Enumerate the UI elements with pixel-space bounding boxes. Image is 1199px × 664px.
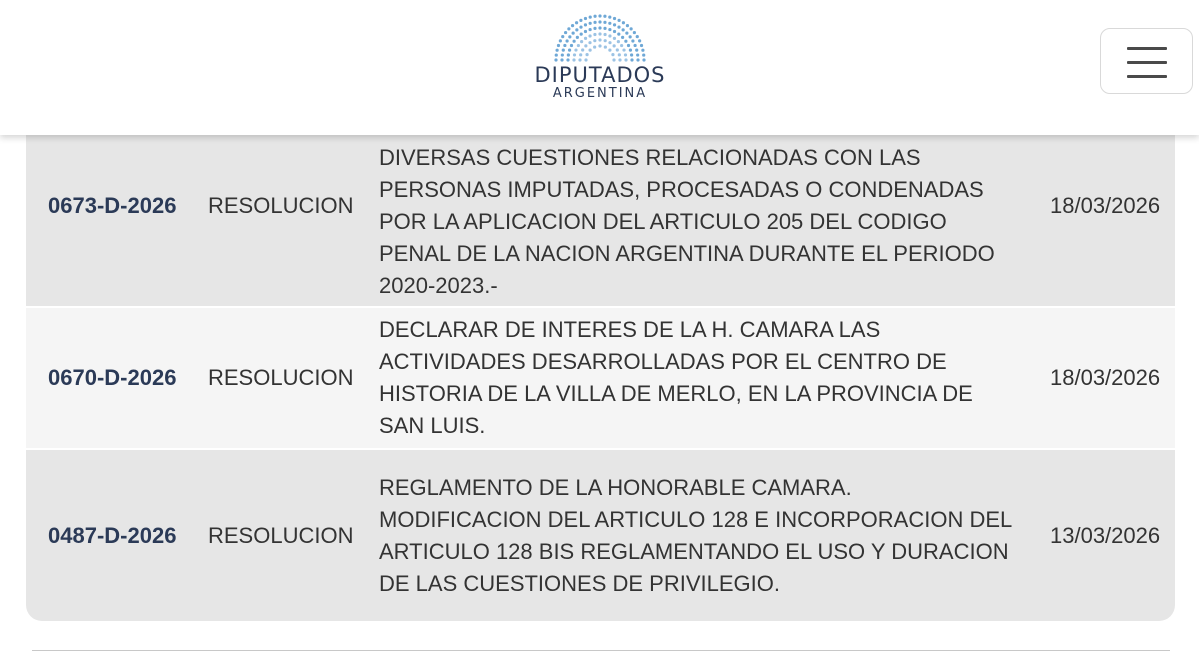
hemicycle-seat xyxy=(598,20,601,23)
hemicycle-seat xyxy=(608,41,611,44)
project-date: 13/03/2026 xyxy=(1050,522,1161,548)
hemicycle-seat xyxy=(588,41,591,44)
hemicycle-seat xyxy=(629,35,632,38)
hemicycle-seat xyxy=(593,33,596,36)
hemicycle-seat xyxy=(580,40,583,43)
hemicycle-seat xyxy=(635,49,638,52)
hemicycle-seat xyxy=(640,44,643,47)
hemicycle-seat xyxy=(631,39,634,42)
hemicycle-seat xyxy=(608,49,611,52)
hemicycle-seat xyxy=(598,32,601,35)
hemicycle-seat xyxy=(617,33,620,36)
hemicycle-seat xyxy=(560,58,563,61)
hemicycle-seat xyxy=(584,44,587,47)
menu-button[interactable] xyxy=(1100,28,1193,94)
hemicycle-seat xyxy=(617,19,620,22)
hemicycle-seat xyxy=(570,44,573,47)
hemicycle-seat xyxy=(638,39,641,42)
hemicycle-seat xyxy=(608,28,611,31)
hemicycle-seat xyxy=(564,31,567,34)
project-type: RESOLUCION xyxy=(208,193,354,218)
hemicycle-seat xyxy=(563,44,566,47)
hemicycle-seat xyxy=(629,49,632,52)
hemicycle-seat xyxy=(562,49,565,52)
hemicycle-seat xyxy=(577,44,580,47)
hemicycle-seat xyxy=(634,44,637,47)
hemicycle-seat xyxy=(565,39,568,42)
project-code[interactable]: 0670-D-2026 xyxy=(48,365,177,390)
hemicycle-seat xyxy=(572,32,575,35)
hemicycle-seat xyxy=(598,26,601,29)
hemicycle-seat xyxy=(622,48,625,51)
hemicycle-seat xyxy=(568,35,571,38)
hemicycle-seat xyxy=(617,40,620,43)
hemicycle-seat xyxy=(598,44,601,47)
hemicycle-seat xyxy=(624,53,627,56)
hemicycle-seat xyxy=(603,33,606,36)
hemicycle-seat xyxy=(612,58,615,61)
hemicycle-seat xyxy=(613,23,616,26)
hemicycle-seat xyxy=(641,49,644,52)
hemicycle-seat xyxy=(636,35,639,38)
hemicycle-logo-icon xyxy=(550,10,650,62)
hemicycle-seat xyxy=(603,27,606,30)
hemicycle-seat xyxy=(604,39,607,42)
hemicycle-seat xyxy=(603,15,606,18)
project-code[interactable]: 0487-D-2026 xyxy=(48,522,177,548)
hemicycle-seat xyxy=(573,53,576,56)
hemicycle-seat xyxy=(630,27,633,30)
hemicycle-seat xyxy=(613,30,616,33)
hemicycle-seat xyxy=(584,23,587,26)
hemicycle-seat xyxy=(642,58,645,61)
table-row[interactable] xyxy=(26,105,1175,306)
hemicycle-seat xyxy=(608,22,611,25)
site-header xyxy=(0,0,1199,135)
hemicycle-seat xyxy=(603,21,606,24)
hemicycle-seat xyxy=(622,28,625,31)
hemicycle-seat xyxy=(578,58,581,61)
hemicycle-seat xyxy=(613,17,616,20)
hemicycle-seat xyxy=(566,58,569,61)
hemicycle-seat xyxy=(589,49,592,52)
hamburger-menu-icon xyxy=(1127,47,1167,50)
hemicycle-seat xyxy=(617,25,620,28)
hemicycle-seat xyxy=(593,39,596,42)
hemicycle-seat xyxy=(636,53,639,56)
logo-subtitle: ARGENTINA xyxy=(552,86,648,101)
hemicycle-seat xyxy=(627,44,630,47)
hemicycle-seat xyxy=(621,36,624,39)
hemicycle-seat xyxy=(616,48,619,51)
logo-title: DIPUTADOS xyxy=(534,63,666,87)
hemicycle-seat xyxy=(575,21,578,24)
hemicycle-seat xyxy=(574,48,577,51)
hemicycle-seat xyxy=(581,48,584,51)
hemicycle-seat xyxy=(608,34,611,37)
hemicycle-seat xyxy=(579,19,582,22)
hemicycle-seat xyxy=(584,17,587,20)
hemicycle-seat xyxy=(556,49,559,52)
hemicycle-seat xyxy=(604,45,607,48)
project-type: RESOLUCION xyxy=(208,365,354,390)
hemicycle-seat xyxy=(576,36,579,39)
hamburger-menu-icon xyxy=(1127,61,1167,64)
hemicycle-seat xyxy=(584,30,587,33)
hemicycle-seat xyxy=(608,16,611,19)
hemicycle-seat xyxy=(626,24,629,27)
hemicycle-seat xyxy=(588,34,591,37)
hemicycle-seat xyxy=(559,39,562,42)
hemicycle-seat xyxy=(589,16,592,19)
hemicycle-seat xyxy=(573,40,576,43)
hemicycle-seat xyxy=(636,58,639,61)
hemicycle-seat xyxy=(618,53,621,56)
hemicycle-seat xyxy=(575,28,578,31)
hemicycle-seat xyxy=(555,53,558,56)
hemicycle-seat xyxy=(633,31,636,34)
hemicycle-seat xyxy=(584,37,587,40)
project-type: RESOLUCION xyxy=(208,522,354,548)
hemicycle-seat xyxy=(613,44,616,47)
table-row[interactable] xyxy=(26,308,1175,448)
project-description: DECLARAR DE INTERES DE LA H. CAMARA LAS ACTIVIDADES DESARROLLADAS POR EL CENTRO DE HISTORIA DE LA VILLA DE MERLO, EN LA PROVINCIA DE SAN LUIS. xyxy=(379,317,973,438)
hemicycle-seat xyxy=(630,53,633,56)
hemicycle-seat xyxy=(598,14,601,17)
hemicycle-seat xyxy=(561,53,564,56)
hemicycle-seat xyxy=(572,58,575,61)
hemicycle-seat xyxy=(620,44,623,47)
hemicycle-seat xyxy=(593,15,596,18)
project-code[interactable]: 0673-D-2026 xyxy=(48,193,177,218)
hemicycle-seat xyxy=(580,33,583,36)
hemicycle-seat xyxy=(589,22,592,25)
project-description: DIVERSAS CUESTIONES RELACIONADAS CON LAS PERSONAS IMPUTADAS, PROCESADAS O CONDENADAS POR LA APLICACION DEL ARTICULO 205 DEL CODIGO PENAL DE LA NACION ARGENTINA DURANTE EL PERIODO 2020-2023.- xyxy=(379,145,995,298)
hemicycle-seat xyxy=(624,58,627,61)
hemicycle-seat xyxy=(625,32,628,35)
hemicycle-seat xyxy=(593,45,596,48)
hemicycle-seat xyxy=(593,21,596,24)
hemicycle-seat xyxy=(584,58,587,61)
diputados-logo[interactable] xyxy=(520,10,680,120)
hemicycle-seat xyxy=(630,58,633,61)
hemicycle-seat xyxy=(622,21,625,24)
hemicycle-seat xyxy=(611,53,614,56)
hemicycle-seat xyxy=(567,53,570,56)
hamburger-menu-icon xyxy=(1127,75,1167,78)
hemicycle-seat xyxy=(613,37,616,40)
project-date: 18/03/2026 xyxy=(1050,365,1161,390)
projects-table xyxy=(26,105,1175,621)
hemicycle-seat xyxy=(568,49,571,52)
section-divider xyxy=(32,650,1170,651)
hemicycle-seat xyxy=(585,53,588,56)
hemicycle-seat xyxy=(618,58,621,61)
hemicycle-seat xyxy=(554,58,557,61)
hemicycle-seat xyxy=(589,28,592,31)
project-description: REGLAMENTO DE LA HONORABLE CAMARA. MODIFICACION DEL ARTICULO 128 E INCORPORACION DEL ARTICULO 128 BIS REGLAMENTANDO EL USO Y DURACION DE LAS CUESTIONES DE PRIVILEGIO. xyxy=(379,474,1012,596)
hemicycle-seat xyxy=(593,27,596,30)
hemicycle-seat xyxy=(579,25,582,28)
hemicycle-seat xyxy=(624,40,627,43)
table-row[interactable] xyxy=(26,450,1175,621)
hemicycle-seat xyxy=(642,53,645,56)
hemicycle-seat xyxy=(571,24,574,27)
hemicycle-seat xyxy=(598,38,601,41)
hemicycle-seat xyxy=(567,27,570,30)
hemicycle-seat xyxy=(561,35,564,38)
hemicycle-seat xyxy=(579,53,582,56)
project-date: 18/03/2026 xyxy=(1050,193,1161,218)
hemicycle-seat xyxy=(557,44,560,47)
